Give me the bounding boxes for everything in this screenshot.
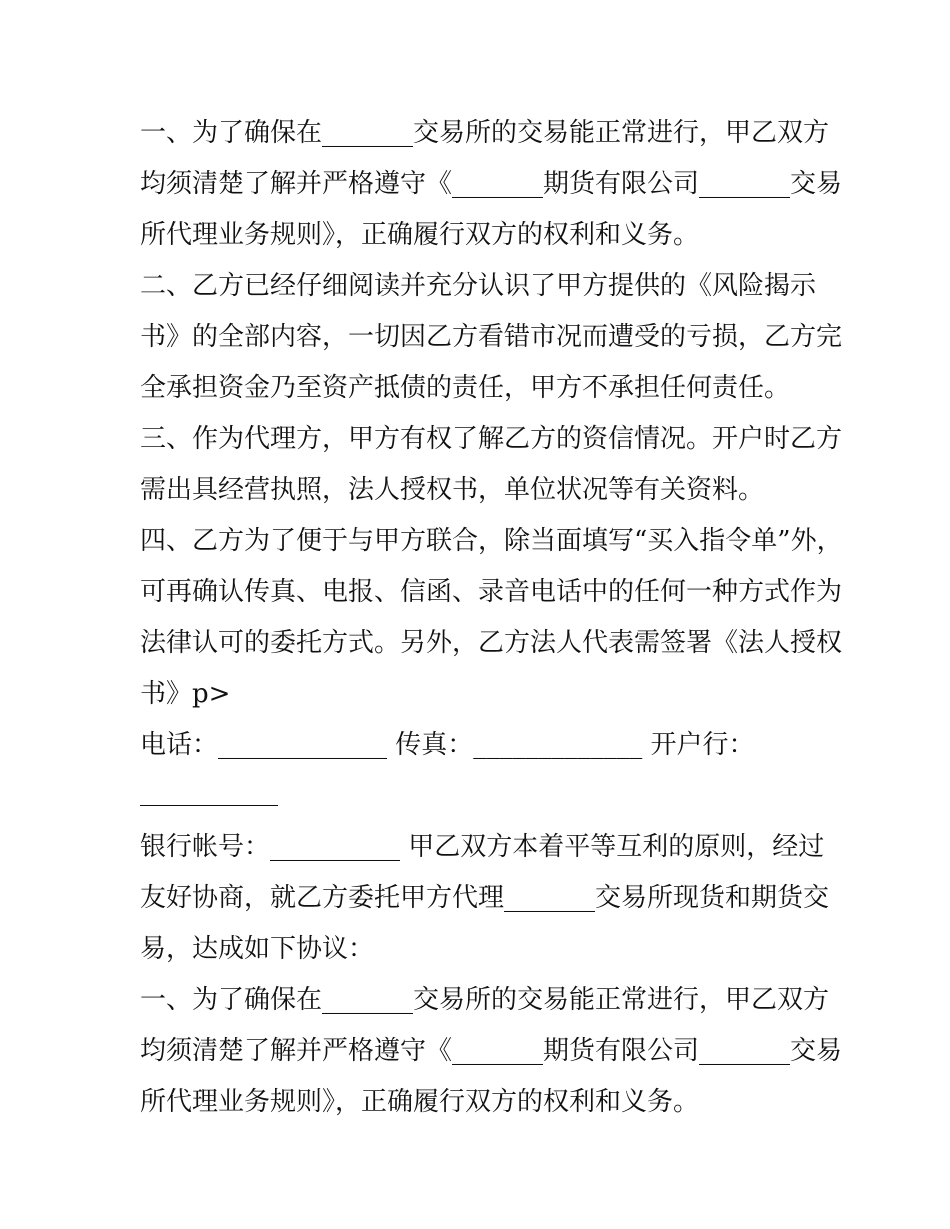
bank-account-line: 银行帐号：__________ 甲乙双方本着平等互利的原则，经过 <box>140 832 825 862</box>
text-line: 法律认可的委托方式。另外，乙方法人代表需签署《法人授权 <box>140 628 843 658</box>
text-line: 均须清楚了解并严格遵守《_______期货有限公司_______交易 <box>140 169 843 199</box>
document-body <box>140 108 843 1128</box>
text-line: 可再确认传真、电报、信函、录音电话中的任何一种方式作为 <box>140 577 843 607</box>
text-line: 易，达成如下协议： <box>140 934 375 964</box>
text-line: 均须清楚了解并严格遵守《_______期货有限公司_______交易 <box>140 1036 843 1066</box>
text-line: 四、乙方为了便于与甲方联合，除当面填写“买入指令单”外， <box>140 526 843 556</box>
text-line: 三、作为代理方，甲方有权了解乙方的资信情况。开户时乙方 <box>140 424 843 454</box>
contact-line: 电话：_____________ 传真：_____________ 开户行： <box>140 730 755 760</box>
text-line: 所代理业务规则》，正确履行双方的权利和义务。 <box>140 1087 700 1117</box>
text-line: 友好协商，就乙方委托甲方代理_______交易所现货和期货交 <box>140 883 830 913</box>
text-line: 需出具经营执照，法人授权书，单位状况等有关资料。 <box>140 475 765 505</box>
text-line: 书》的全部内容，一切因乙方看错市况而遭受的亏损，乙方完 <box>140 322 843 352</box>
blank-fill-line <box>140 771 820 822</box>
text-line: 书》p> <box>140 679 231 709</box>
blank-underline <box>140 805 278 806</box>
text-line: 全承担资金乃至资产抵债的责任，甲方不承担任何责任。 <box>140 373 791 403</box>
text-line: 二、乙方已经仔细阅读并充分认识了甲方提供的《风险揭示 <box>140 271 817 301</box>
text-line: 一、为了确保在_______交易所的交易能正常进行，甲乙双方 <box>140 985 830 1015</box>
text-line: 一、为了确保在_______交易所的交易能正常进行，甲乙双方 <box>140 118 830 148</box>
text-line: 所代理业务规则》，正确履行双方的权利和义务。 <box>140 220 700 250</box>
